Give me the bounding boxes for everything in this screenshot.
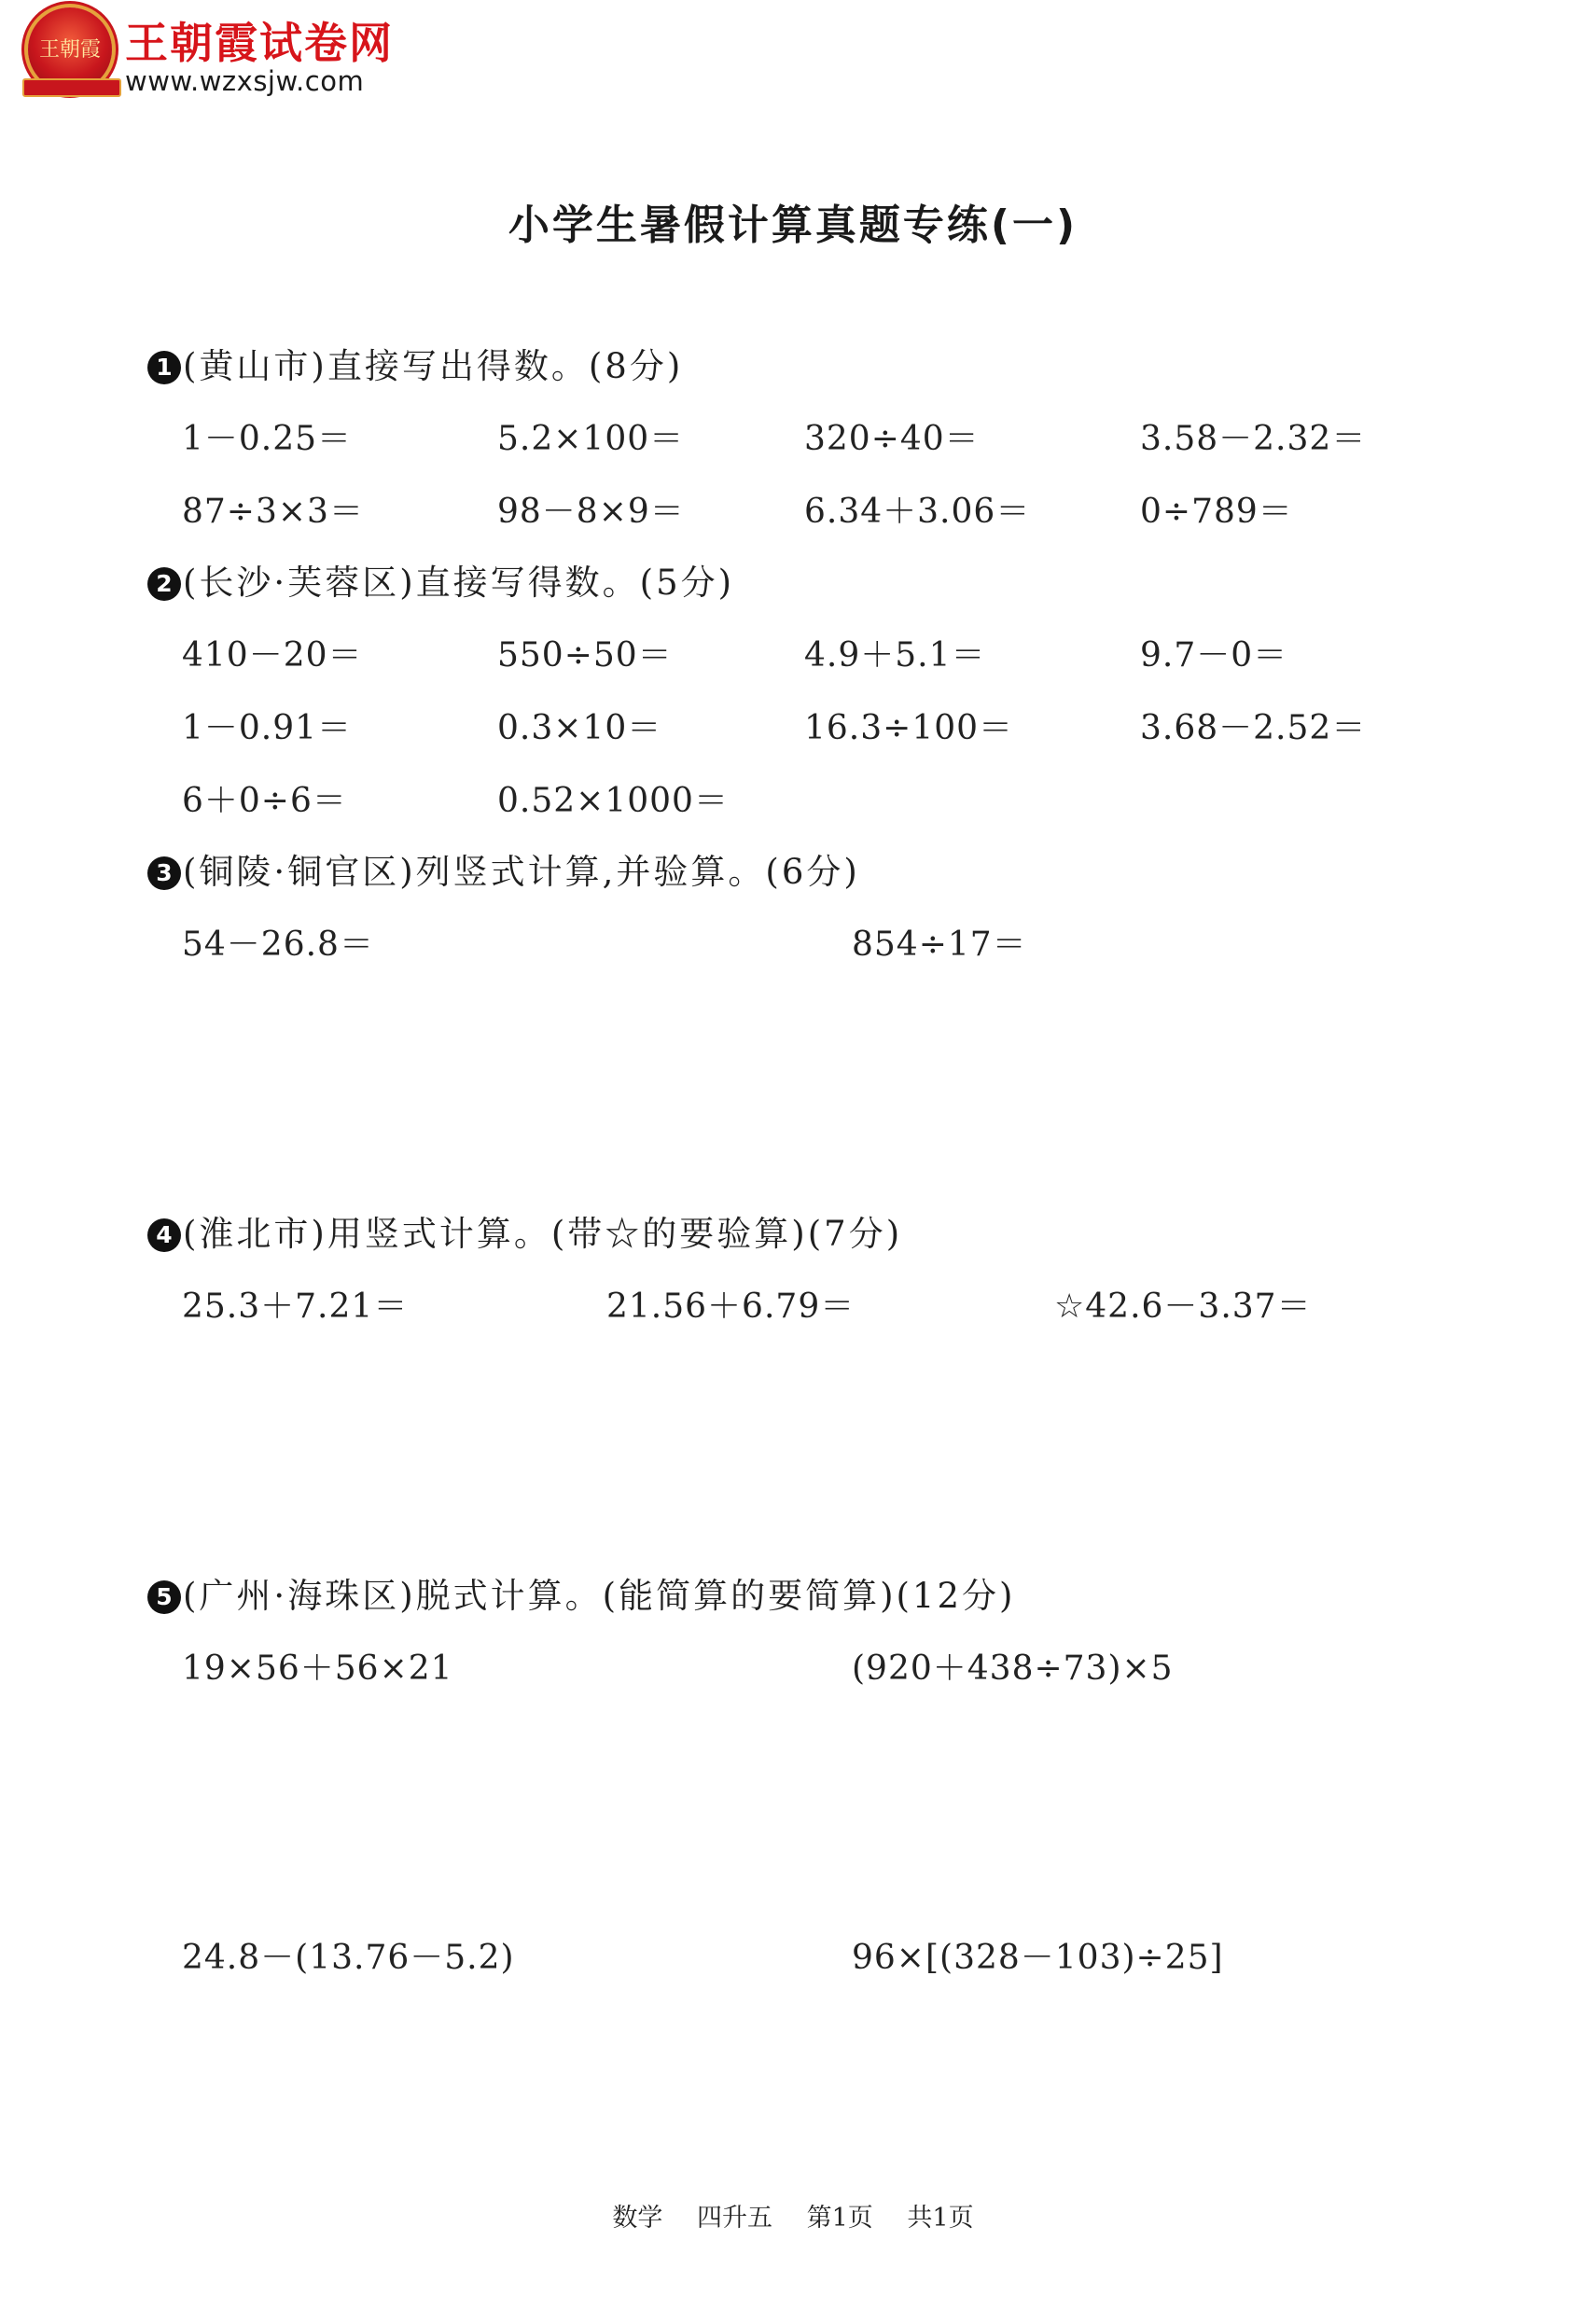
footer-grade: 四升五 — [697, 2204, 773, 2233]
problem-item: 1－0.91＝ — [182, 709, 353, 747]
problem-item: 4.9＋5.1＝ — [804, 636, 986, 675]
question-2-heading — [147, 554, 734, 605]
footer-subject: 数学 — [612, 2204, 663, 2233]
problem-item: 1－0.25＝ — [182, 420, 353, 458]
problem-item: 6＋0÷6＝ — [182, 782, 347, 820]
problem-item: 25.3＋7.21＝ — [182, 1287, 409, 1326]
problem-item: 96×[(328－103)÷25] — [852, 1939, 1224, 1977]
problem-item: 6.34＋3.06＝ — [804, 493, 1031, 531]
problem-item: 9.7－0＝ — [1140, 636, 1288, 675]
question-number-badge: 2 — [147, 567, 181, 601]
problem-item: 0.3×10＝ — [497, 709, 662, 747]
problem-item: 3.68－2.52＝ — [1140, 709, 1367, 747]
problem-item: 5.2×100＝ — [497, 420, 685, 458]
question-title: (铜陵·铜官区)列竖式计算,并验算。(6分) — [183, 852, 860, 892]
problem-item: 410－20＝ — [182, 636, 363, 675]
page-footer — [0, 2197, 1586, 2234]
problem-item: 87÷3×3＝ — [182, 493, 364, 531]
brand-name: 王朝霞试卷网 — [125, 18, 394, 68]
question-title: (淮北市)用竖式计算。(带☆的要验算)(7分) — [183, 1214, 903, 1254]
problem-item: 16.3÷100＝ — [804, 709, 1014, 747]
footer-total-pages: 共1页 — [907, 2204, 974, 2233]
seal-ribbon — [22, 78, 121, 97]
problem-item: 24.8－(13.76－5.2) — [182, 1939, 515, 1977]
problem-item: (920＋438÷73)×5 — [852, 1649, 1174, 1688]
question-3-heading — [147, 843, 860, 894]
problem-item: 98－8×9＝ — [497, 493, 685, 531]
question-number-badge: 4 — [147, 1218, 181, 1252]
question-title: (长沙·芙蓉区)直接写得数。(5分) — [183, 563, 735, 603]
problem-item: 19×56＋56×21 — [182, 1649, 453, 1688]
page-title: 小学生暑假计算真题专练(一) — [508, 202, 1078, 249]
question-number-badge: 1 — [147, 351, 181, 384]
problem-item: 0.52×1000＝ — [497, 782, 729, 820]
question-number-badge: 3 — [147, 856, 181, 890]
brand-url[interactable]: www.wzxsjw.com — [125, 65, 365, 97]
footer-page-number: 第1页 — [806, 2204, 873, 2233]
question-title: (黄山市)直接写出得数。(8分) — [183, 346, 684, 386]
question-1-heading — [147, 338, 683, 388]
problem-item: ☆42.6－3.37＝ — [1054, 1287, 1312, 1326]
question-5-heading — [147, 1567, 1015, 1618]
problem-item: 21.56＋6.79＝ — [606, 1287, 856, 1326]
problem-item: 3.58－2.32＝ — [1140, 420, 1367, 458]
problem-item: 854÷17＝ — [852, 925, 1027, 964]
seal-text: 王朝霞 — [38, 38, 101, 62]
problem-item: 0÷789＝ — [1140, 493, 1293, 531]
question-number-badge: 5 — [147, 1580, 181, 1614]
site-logo — [28, 7, 438, 110]
problem-item: 550÷50＝ — [497, 636, 673, 675]
question-4-heading — [147, 1205, 902, 1256]
problem-item: 320÷40＝ — [804, 420, 980, 458]
problem-item: 54－26.8＝ — [182, 925, 374, 964]
question-title: (广州·海珠区)脱式计算。(能简算的要简算)(12分) — [183, 1576, 1016, 1616]
